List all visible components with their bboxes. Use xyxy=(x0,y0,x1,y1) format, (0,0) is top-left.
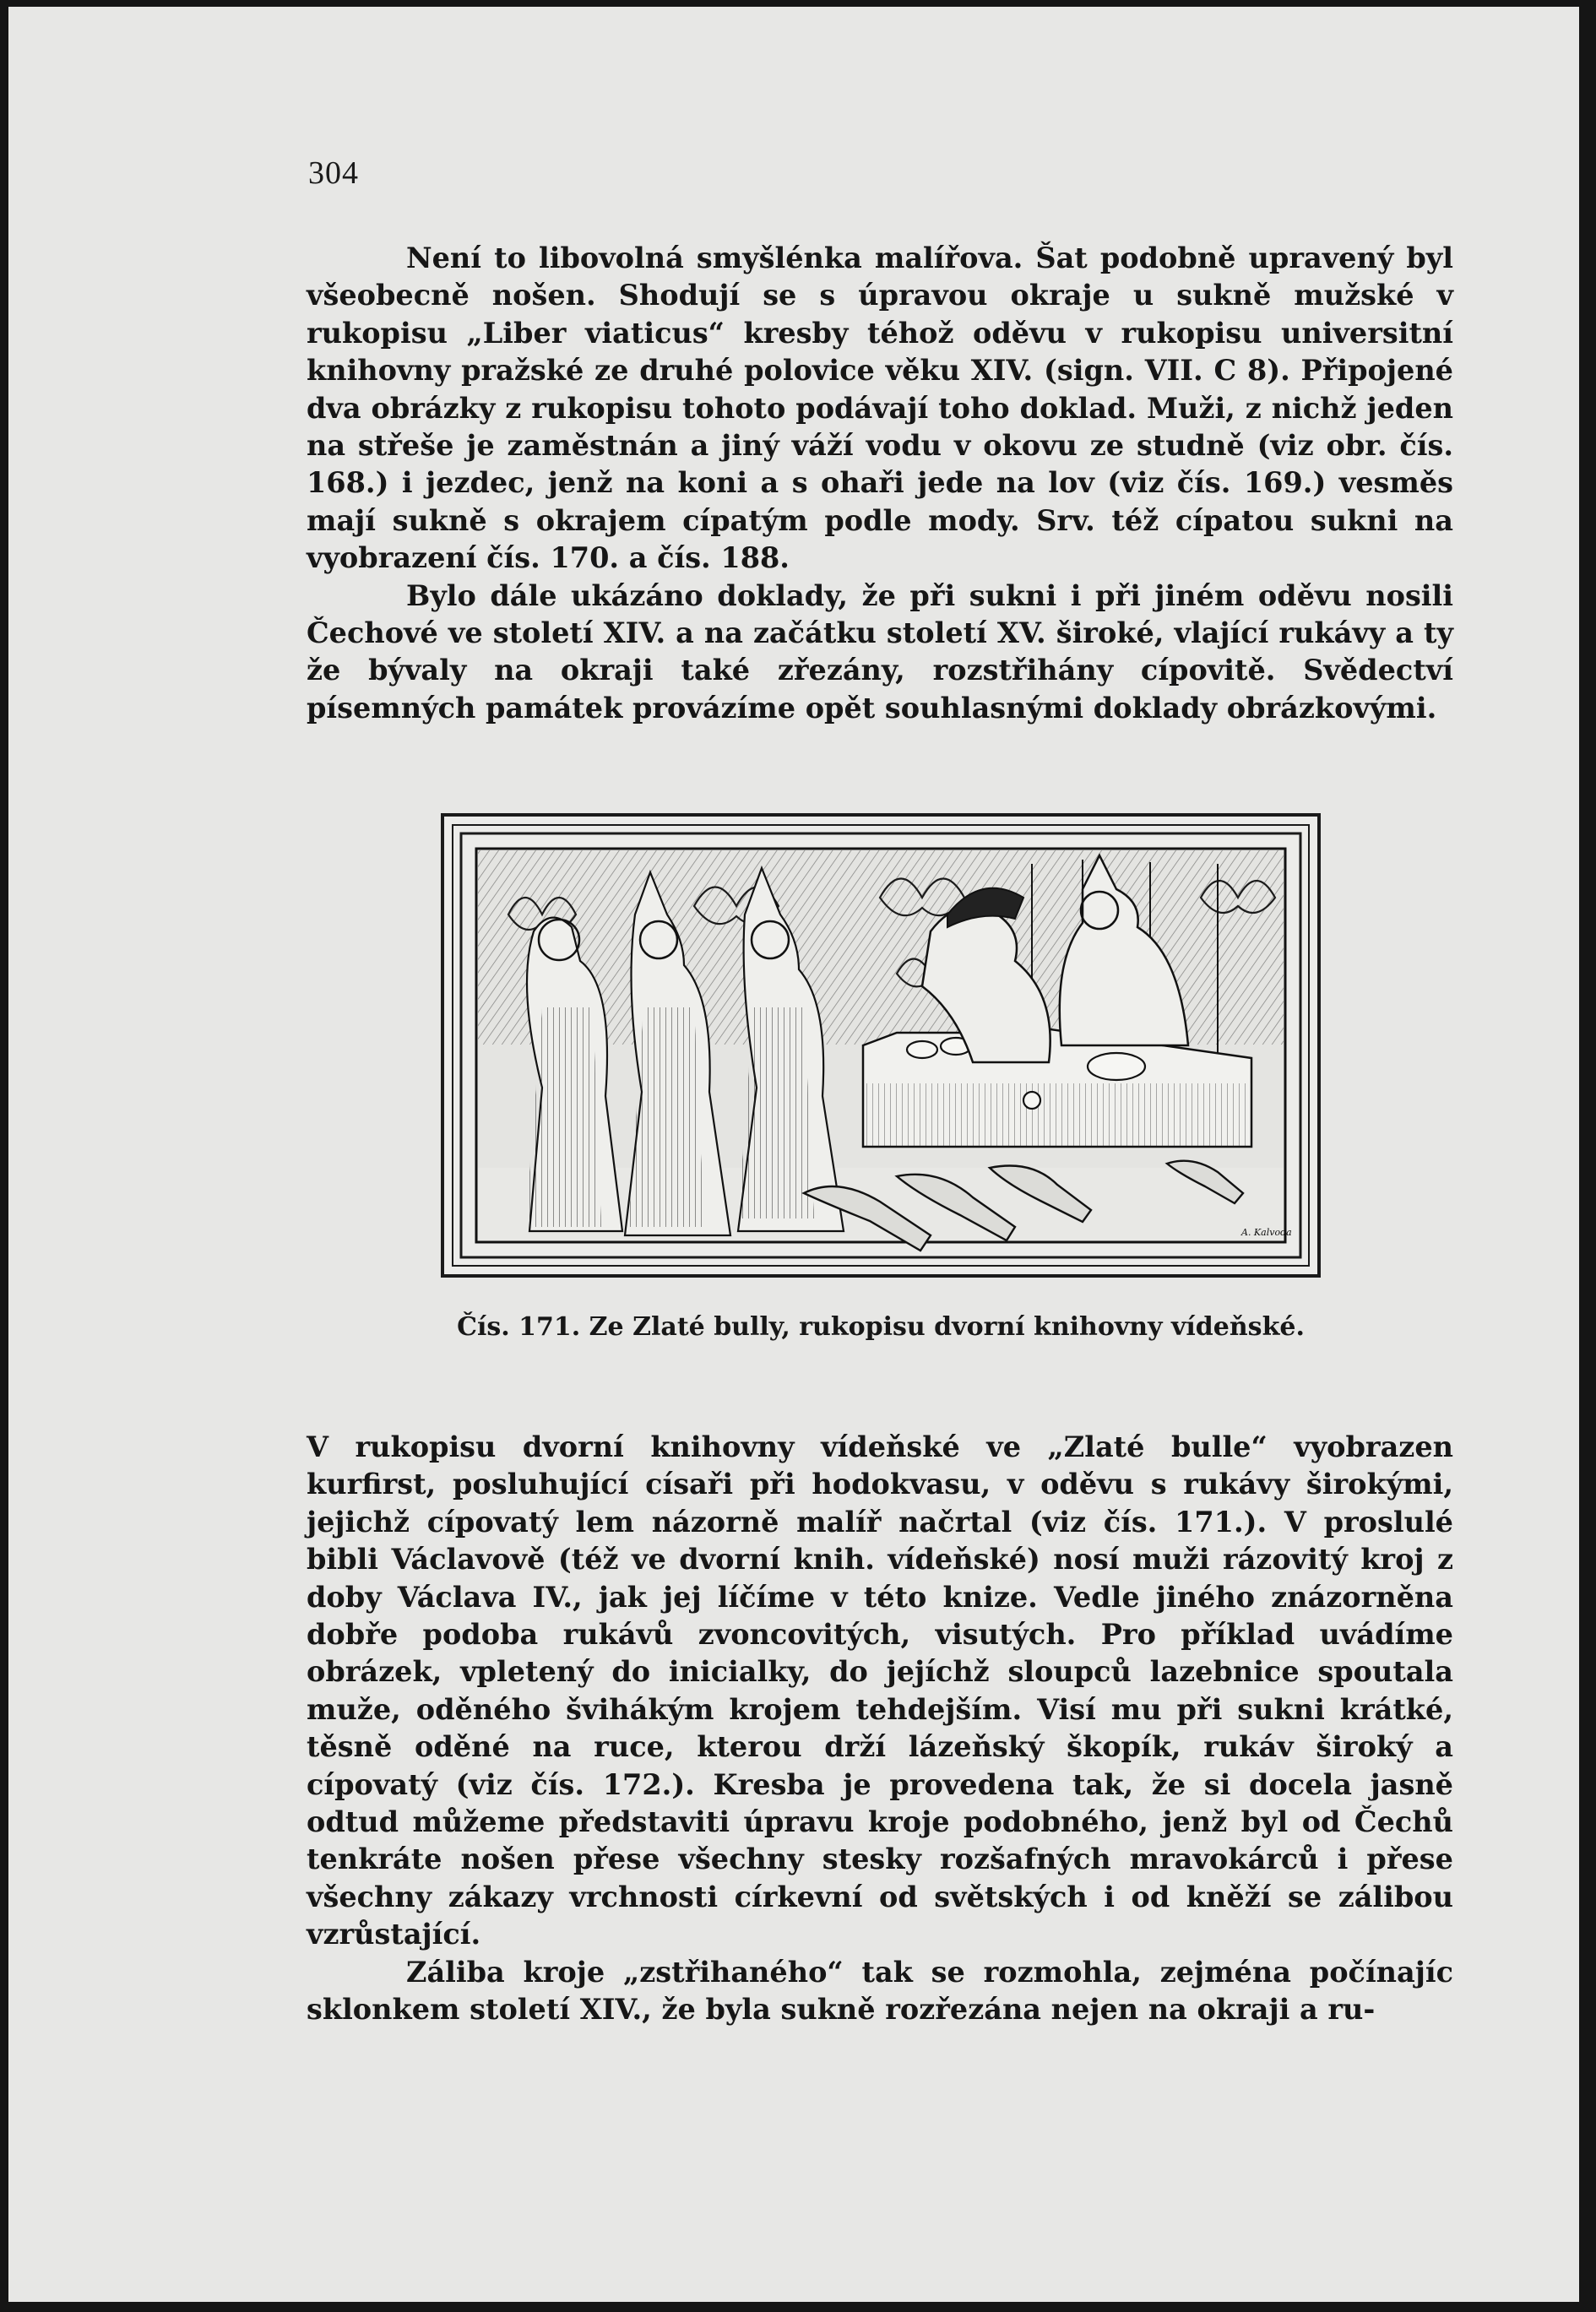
paragraph: Není to libovolná smyšlénka malířova. Šat podobně upravený byl všeobecně nošen. Shodují se s úpravou okraje u sukně mužské v rukopisu „Liber viaticus“ kresby téhož oděvu v rukopisu universitní knihovny pražské ze druhé polovice věku XIV. (sign. VII. C 8). Připojené dva obrázky z rukopisu tohoto podávají toho doklad. Muži, z nichž jeden na střeše je zaměstnán a jiný váží vodu v okovu ze studně (viz obr. čís. 168.) i jezdec, jenž na koni a s ohaři jede na lov (viz čís. 169.) vesměs mají sukně s okrajem cípatým podle mody. Srv. též cípatou sukni na vyobrazení čís. 170. a čís. 188. xyxy=(307,242,1453,575)
figure-caption: Čís. 171. Ze Zlaté bully, rukopisu dvorní knihovny vídeňské. xyxy=(457,1312,1305,1342)
golden-bull-illustration xyxy=(441,813,1321,1278)
illustration-figure xyxy=(441,813,1321,1278)
paragraph: V rukopisu dvorní knihovny vídeňské ve „Zlaté bulle“ vyobrazen kurfirst, posluhující císaři při hodokvasu, v oděvu s rukávy širokými, jejichž cípovatý lem názorně malíř načrtal (viz čís. 171.). V proslulé bibli Václavově (též ve dvorní knih. vídeňské) nosí muži rázovitý kroj z doby Václava IV., jak jej líčíme v této knize. Vedle jiného znázorněna dobře podoba rukávů zvoncovitých, visutých. Pro příklad uvádíme obrázek, vpletený do inicialky, do jejíchž sloupců lazebnice spoutala muže, oděného švihákým krojem tehdejším. Visí mu při sukni krátké, těsně oděné na ruce, kterou drží lázeňský škopík, rukáv široký a cípovatý (viz čís. 172.). Kresba je provedena tak, že si docela jasně odtud můžeme představiti úpravu kroje podobného, jenž byl od Čechů tenkráte nošen přese všechny stesky rozšafných mravokárců i přese všechny zákazy vrchnosti církevní od světských i od kněží se zálibou vzrůstající. xyxy=(307,1430,1453,1951)
top-text-block xyxy=(307,240,1453,727)
paragraph: Bylo dále ukázáno doklady, že při sukni i při jiném oděvu nosili Čechové ve století XIV. a na začátku století XV. široké, vlající rukávy a ty že bývaly na okraji také zřezány, rozstřihány cípovitě. Svědectví písemných památek provázíme opět souhlasnými doklady obrázkovými. xyxy=(307,578,1453,725)
artist-signature: A. Kalvoda xyxy=(1241,1227,1292,1238)
paragraph: Záliba kroje „zstřihaného“ tak se rozmohla, zejména počínajíc sklonkem století XIV., že byla sukně rozřezána nejen na okraji a ru- xyxy=(307,1955,1453,2027)
bottom-text-block xyxy=(307,1429,1453,2029)
book-page xyxy=(8,7,1579,2302)
page-number: 304 xyxy=(308,155,359,191)
